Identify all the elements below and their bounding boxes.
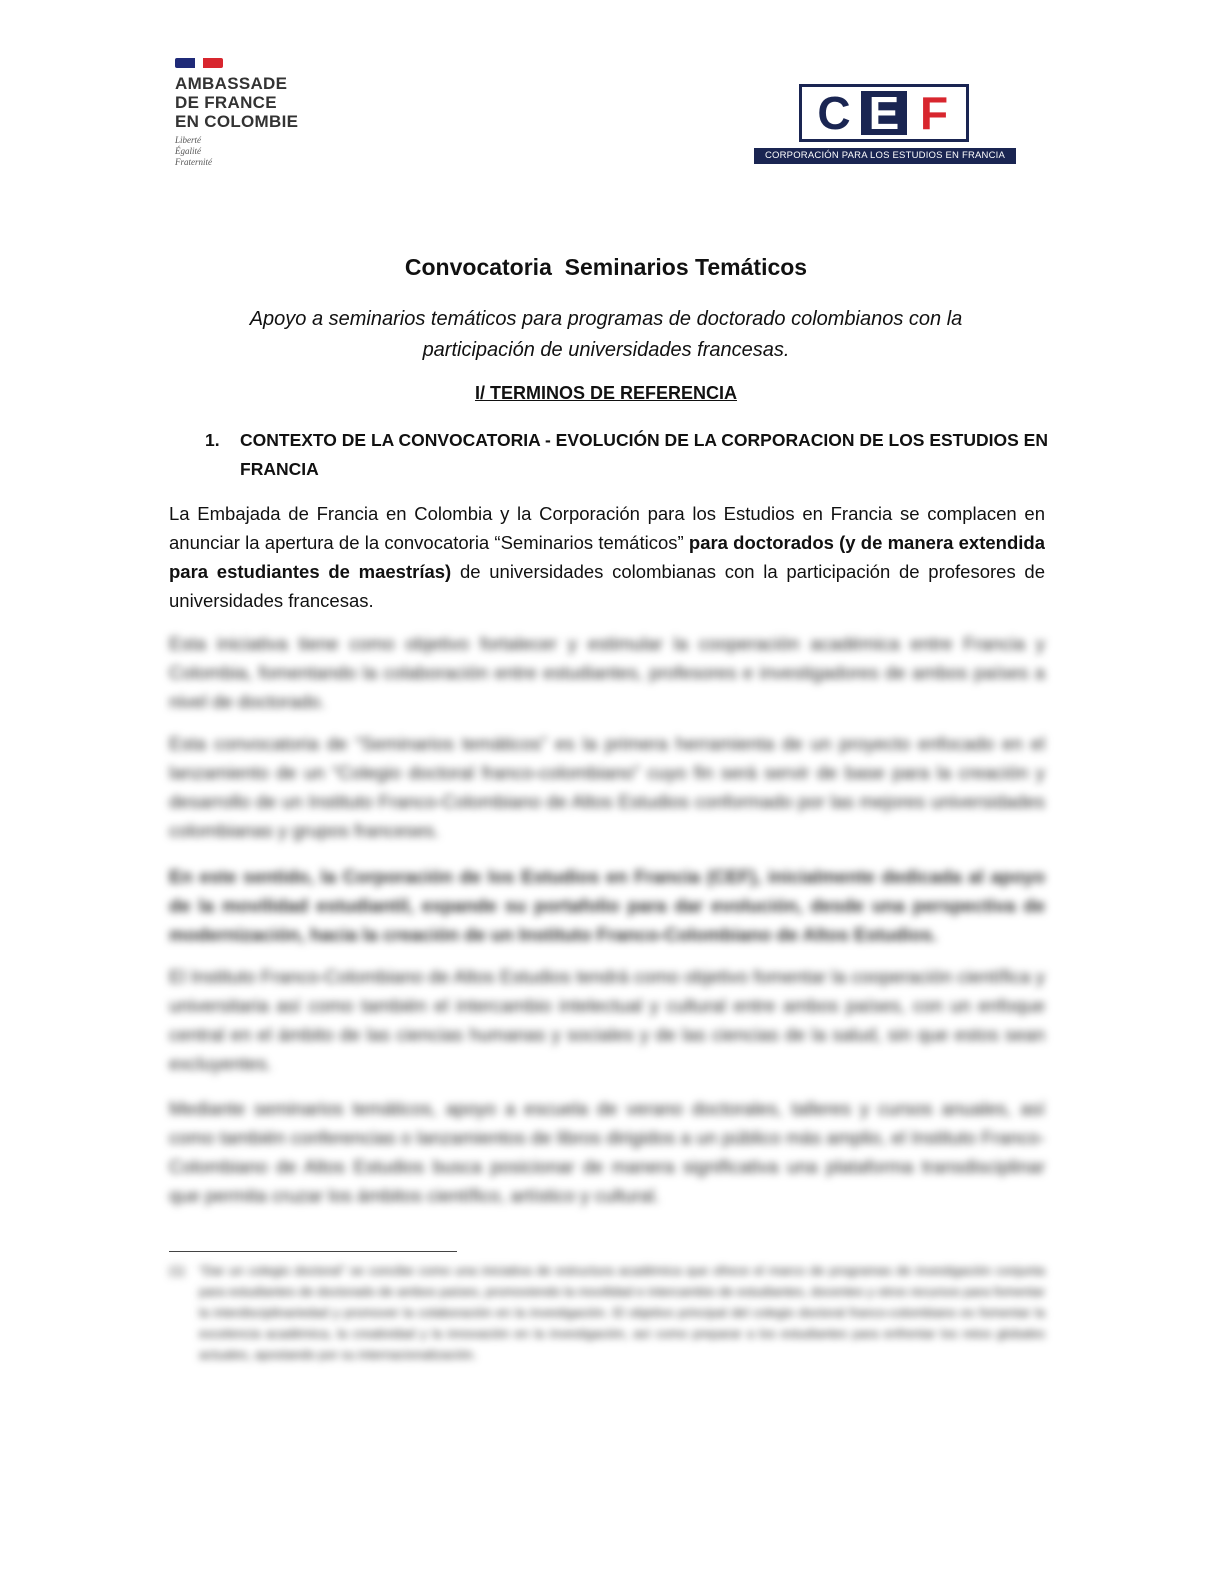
footnote-number: (1) — [169, 1263, 185, 1278]
embassy-motto — [175, 135, 325, 168]
cef-letter-c: C — [817, 87, 851, 139]
subtitle-line-2: participación de universidades francesas. — [422, 339, 790, 361]
footnote — [169, 1260, 1045, 1365]
motto-fraternite: Fraternité — [175, 157, 212, 167]
section-heading: I/ TERMINOS DE REFERENCIA — [474, 383, 738, 403]
paragraph-4: En este sentido, la Corporación de los Estudios en Francia (CEF), inicialmente dedicada al apoyo de la movilidad estudiantil, expande su portafolio para dar evolución, desde una perspectiva de modernización, hacia la creación de un Instituto Franco-Colombiano de Altos Estudios. — [169, 866, 1045, 945]
motto-liberte: Liberté — [175, 135, 201, 145]
document-title: Convocatoria Seminarios Temáticos — [404, 254, 808, 280]
paragraph-1-part-2: de universidades colombianas con la participación de profesores de universidades francesas. — [169, 561, 1045, 611]
footnote-divider — [169, 1251, 457, 1252]
cef-letter-f: F — [919, 87, 949, 139]
paragraph-5: El Instituto Franco-Colombiano de Altos Estudios tendrá como objetivo fomentar la cooperación científica y universitaria así como también el intercambio intelectual y cultural entre ambos países, con un enfoque central en el ámbito de las ciencias humanas y sociales y de las ciencias de la salud, sin que estos sean excluyentes. — [169, 966, 1045, 1074]
embassy-logo-line-2: DE FRANCE — [175, 93, 277, 112]
item-heading-number: 1. — [205, 430, 220, 450]
embassy-logo-line-1: AMBASSADE — [175, 74, 288, 93]
item-heading — [205, 426, 1050, 484]
paragraph-2: Esta iniciativa tiene como objetivo fortalecer y estimular la cooperación académica entre Francia y Colombia, fomentando la colaboración entre estudiantes, profesores e investigadores de ambos países a nivel de doctorado. — [169, 633, 1045, 712]
french-flag-icon — [175, 58, 223, 68]
paragraph-1-part-1: La Embajada de Francia en Colombia y la Corporación para los Estudios en Francia se complacen en anunciar la apertura de la convocatoria “Seminarios temáticos” — [169, 503, 1045, 553]
cef-logo — [754, 84, 1016, 164]
cef-logo-strip: CORPORACIÓN PARA LOS ESTUDIOS EN FRANCIA — [754, 148, 1016, 164]
document-subtitle — [200, 304, 1012, 366]
footnote-text: “Dar un colegio doctoral” se concibe como una iniciativa de estructura académica que ofrece el marco de programas de investigación conjunta para estudiantes de doctorado de ambos países, promoviendo la movilidad e intercambio de estudiantes, docentes y otros recursos para fomentar la interdisciplinariedad y promover la colaboración en la investigación. El objetivo principal del colegio doctoral franco-colombiano es fomentar la excelencia académica, la creatividad y la innovación en la investigación, así como preparar a los estudiantes para enfrentar los retos globales actuales, apostando por su internacionalización. — [199, 1263, 1045, 1362]
cef-letter-e: E — [861, 91, 907, 135]
embassy-logo — [175, 58, 325, 168]
paragraph-6: Mediante seminarios temáticos, apoyo a escuela de verano doctorales, talleres y cursos anuales, así como también conferencias o lanzamientos de libros dirigidos a un público más amplio, el Instituto Franco-Colombiano de Altos Estudios busca posicionar de manera significativa una plataforma transdisciplinar que permita cruzar los ámbitos científico, artístico y cultural. — [169, 1098, 1045, 1206]
cef-logo-box — [799, 84, 969, 142]
item-heading-text: CONTEXTO DE LA CONVOCATORIA - EVOLUCIÓN DE LA CORPORACION DE LOS ESTUDIOS EN FRANCIA — [240, 430, 1048, 479]
paragraph-3: Esta convocatoria de “Seminarios temáticos” es la primera herramienta de un proyecto enfocado en el lanzamiento de un “Colegio doctoral franco-colombiano” cuyo fin será servir de base para la creación y desarrollo de un Instituto Franco-Colombiano de Altos Estudios conformado por las mejores universidades colombianas y grupos franceses. — [169, 733, 1045, 841]
paragraph-1 — [169, 499, 1045, 611]
paragraph-1-bold: para doctorados (y de manera extendida para estudiantes de maestrías) — [169, 532, 1045, 582]
motto-egalite: Égalité — [175, 146, 201, 156]
subtitle-line-1: Apoyo a seminarios temáticos para programas de doctorado colombianos con la — [249, 308, 963, 330]
embassy-logo-line-3: EN COLOMBIE — [175, 112, 299, 131]
